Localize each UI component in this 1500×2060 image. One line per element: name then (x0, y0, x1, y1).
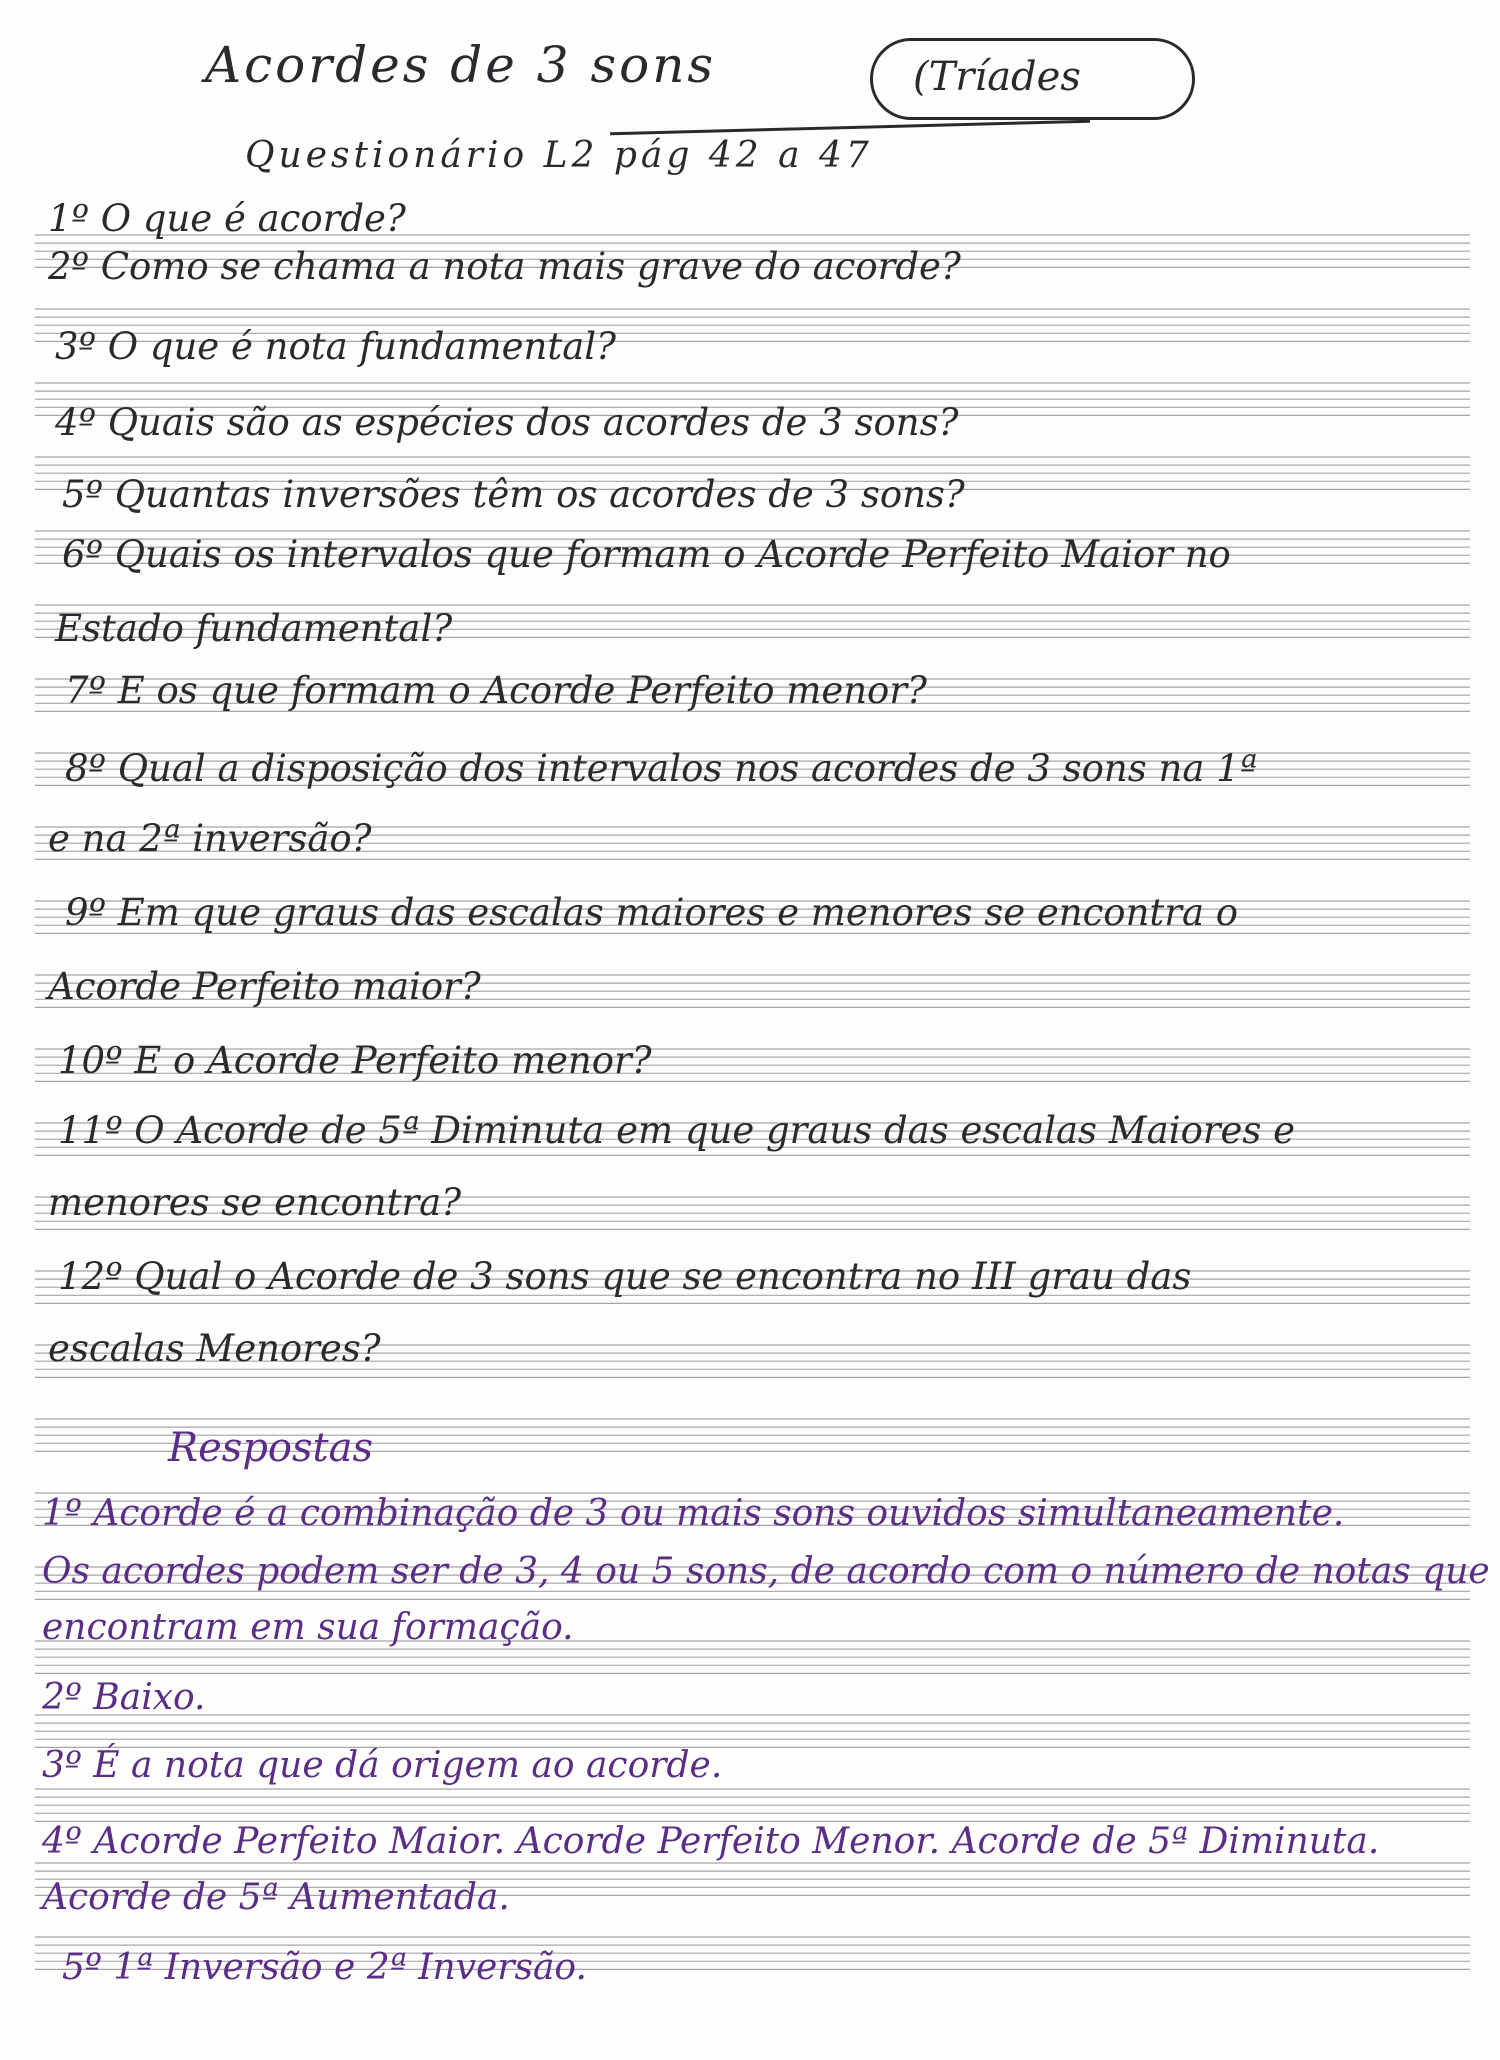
answer-line: 5º 1ª Inversão e 2ª Inversão. (62, 1947, 587, 1988)
question-line: 3º O que é nota fundamental? (55, 325, 616, 368)
page-title: Acordes de 3 sons (205, 36, 717, 94)
question-line: 12º Qual o Acorde de 3 sons que se encontra no III grau das (58, 1255, 1192, 1298)
question-line: 4º Quais são as espécies dos acordes de 3 sons? (55, 401, 959, 444)
question-line: e na 2ª inversão? (48, 817, 372, 860)
answer-line: Acorde de 5ª Aumentada. (42, 1877, 510, 1918)
title-parenthesis-frame (870, 38, 1195, 120)
answer-line: encontram em sua formação. (42, 1607, 574, 1648)
answer-line: 4º Acorde Perfeito Maior. Acorde Perfeito Menor. Acorde de 5ª Diminuta. (42, 1821, 1380, 1862)
answer-line: 3º É a nota que dá origem ao acorde. (42, 1745, 723, 1786)
question-line: 9º Em que graus das escalas maiores e menores se encontra o (65, 891, 1239, 934)
question-line: 10º E o Acorde Perfeito menor? (58, 1039, 652, 1082)
answers-heading: Respostas (168, 1425, 373, 1471)
page-subtitle: Questionário L2 pág 42 a 47 (245, 135, 873, 176)
answer-line: Os acordes podem ser de 3, 4 ou 5 sons, de acordo com o número de notas que (42, 1551, 1490, 1592)
question-line: 1º O que é acorde? (48, 197, 406, 240)
question-line: 11º O Acorde de 5ª Diminuta em que graus das escalas Maiores e (58, 1109, 1296, 1152)
question-line: 6º Quais os intervalos que formam o Acorde Perfeito Maior no (62, 533, 1231, 576)
question-line: escalas Menores? (48, 1327, 381, 1370)
question-line: Estado fundamental? (55, 607, 453, 650)
title-paren-text: (Tríades (913, 54, 1081, 100)
question-line: Acorde Perfeito maior? (48, 965, 481, 1008)
answer-line: 2º Baixo. (42, 1677, 206, 1718)
question-line: 7º E os que formam o Acorde Perfeito menor? (65, 669, 927, 712)
question-line: 8º Qual a disposição dos intervalos nos acordes de 3 sons na 1ª (65, 747, 1258, 790)
question-line: 2º Como se chama a nota mais grave do acorde? (48, 245, 961, 288)
question-line: menores se encontra? (48, 1181, 462, 1224)
answer-line: 1º Acorde é a combinação de 3 ou mais sons ouvidos simultaneamente. (42, 1493, 1345, 1534)
question-line: 5º Quantas inversões têm os acordes de 3 sons? (62, 473, 965, 516)
